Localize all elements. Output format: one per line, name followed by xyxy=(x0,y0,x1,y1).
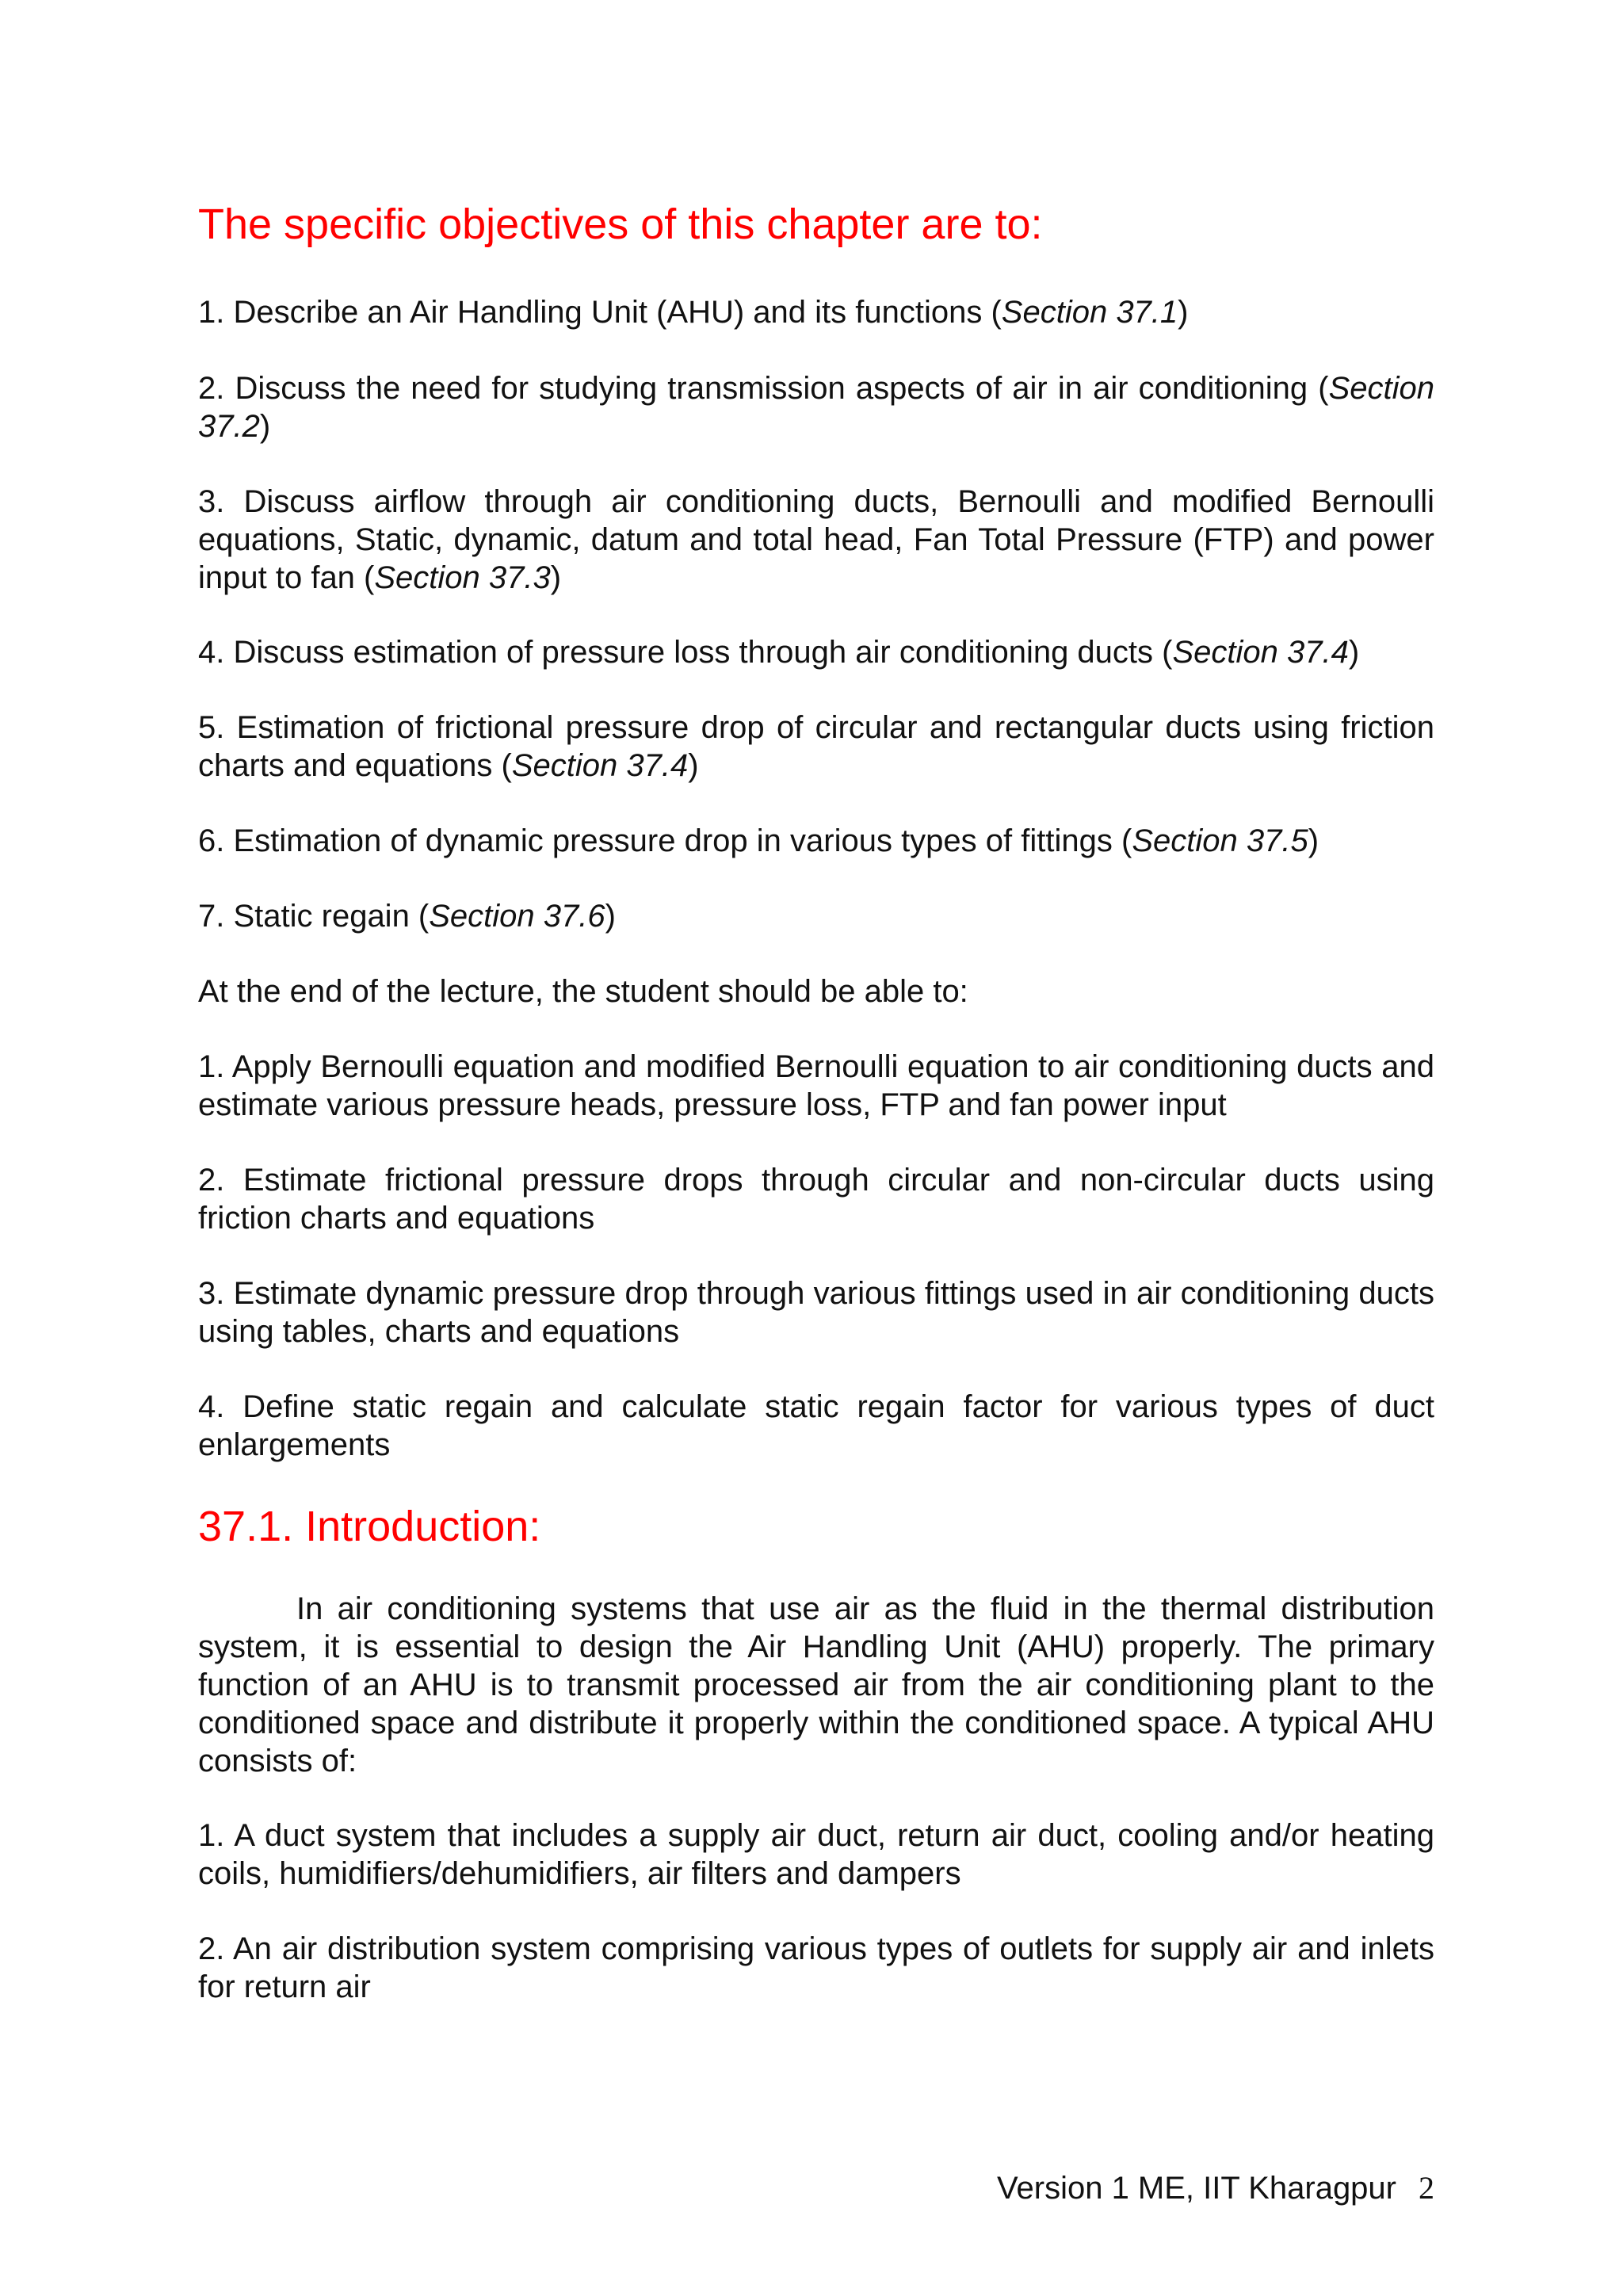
outcome-item-4: 4. Define static regain and calculate static regain factor for various types of duct enlargements xyxy=(198,1389,1434,1462)
section-ref: Section 37.1 xyxy=(1001,295,1178,330)
outcomes-lead: At the end of the lecture, the student should be able to: xyxy=(198,974,968,1009)
section-ref: Section 37.4 xyxy=(511,748,689,783)
introduction-heading: 37.1. Introduction: xyxy=(198,1503,541,1550)
objective-item-2: 2. Discuss the need for studying transmission aspects of air in air conditioning (Section 37.2) xyxy=(198,371,1434,444)
objective-item-7: 7. Static regain (Section 37.6) xyxy=(198,899,616,934)
section-ref: Section 37.2 xyxy=(198,371,1434,444)
outcome-item-1: 1. Apply Bernoulli equation and modified Bernoulli equation to air conditioning ducts and estimate various pressure heads, pressure loss, FTP and fan power input xyxy=(198,1049,1434,1122)
objective-item-1: 1. Describe an Air Handling Unit (AHU) and its functions (Section 37.1) xyxy=(198,295,1189,330)
introduction-paragraph: In air conditioning systems that use air as the fluid in the thermal distribution system, it is essential to design the Air Handling Unit (AHU) properly. The primary function of an AHU is to transmit processed air from the air conditioning plant to the conditioned space and distribute it properly within the conditioned space. A typical AHU consists of: xyxy=(198,1591,1434,1778)
outcome-item-2: 2. Estimate frictional pressure drops through circular and non-circular ducts using friction charts and equations xyxy=(198,1163,1434,1236)
objective-item-4: 4. Discuss estimation of pressure loss through air conditioning ducts (Section 37.4) xyxy=(198,635,1360,670)
footer-label: Version 1 ME, IIT Kharagpur xyxy=(997,2171,1396,2206)
objectives-heading: The specific objectives of this chapter are to: xyxy=(198,201,1043,248)
introduction-item-2: 2. An air distribution system comprising various types of outlets for supply air and inlets for return air xyxy=(198,1931,1434,2004)
section-ref: Section 37.4 xyxy=(1172,635,1349,670)
section-ref: Section 37.6 xyxy=(429,899,605,934)
section-ref: Section 37.3 xyxy=(374,560,551,595)
section-ref: Section 37.5 xyxy=(1132,823,1308,858)
objective-item-5: 5. Estimation of frictional pressure drop of circular and rectangular ducts using friction charts and equations (Section 37.4) xyxy=(198,710,1434,783)
page-footer xyxy=(997,2169,1434,2206)
introduction-item-1: 1. A duct system that includes a supply air duct, return air duct, cooling and/or heating coils, humidifiers/dehumidifiers, air filters and dampers xyxy=(198,1818,1434,1891)
objective-item-3: 3. Discuss airflow through air conditioning ducts, Bernoulli and modified Bernoulli equations, Static, dynamic, datum and total head, Fan Total Pressure (FTP) and power input to fan (Section 37.3) xyxy=(198,484,1434,595)
objective-item-6: 6. Estimation of dynamic pressure drop in various types of fittings (Section 37.5) xyxy=(198,823,1319,858)
page-number: 2 xyxy=(1419,2170,1434,2206)
outcome-item-3: 3. Estimate dynamic pressure drop through various fittings used in air conditioning ducts using tables, charts and equations xyxy=(198,1276,1434,1349)
